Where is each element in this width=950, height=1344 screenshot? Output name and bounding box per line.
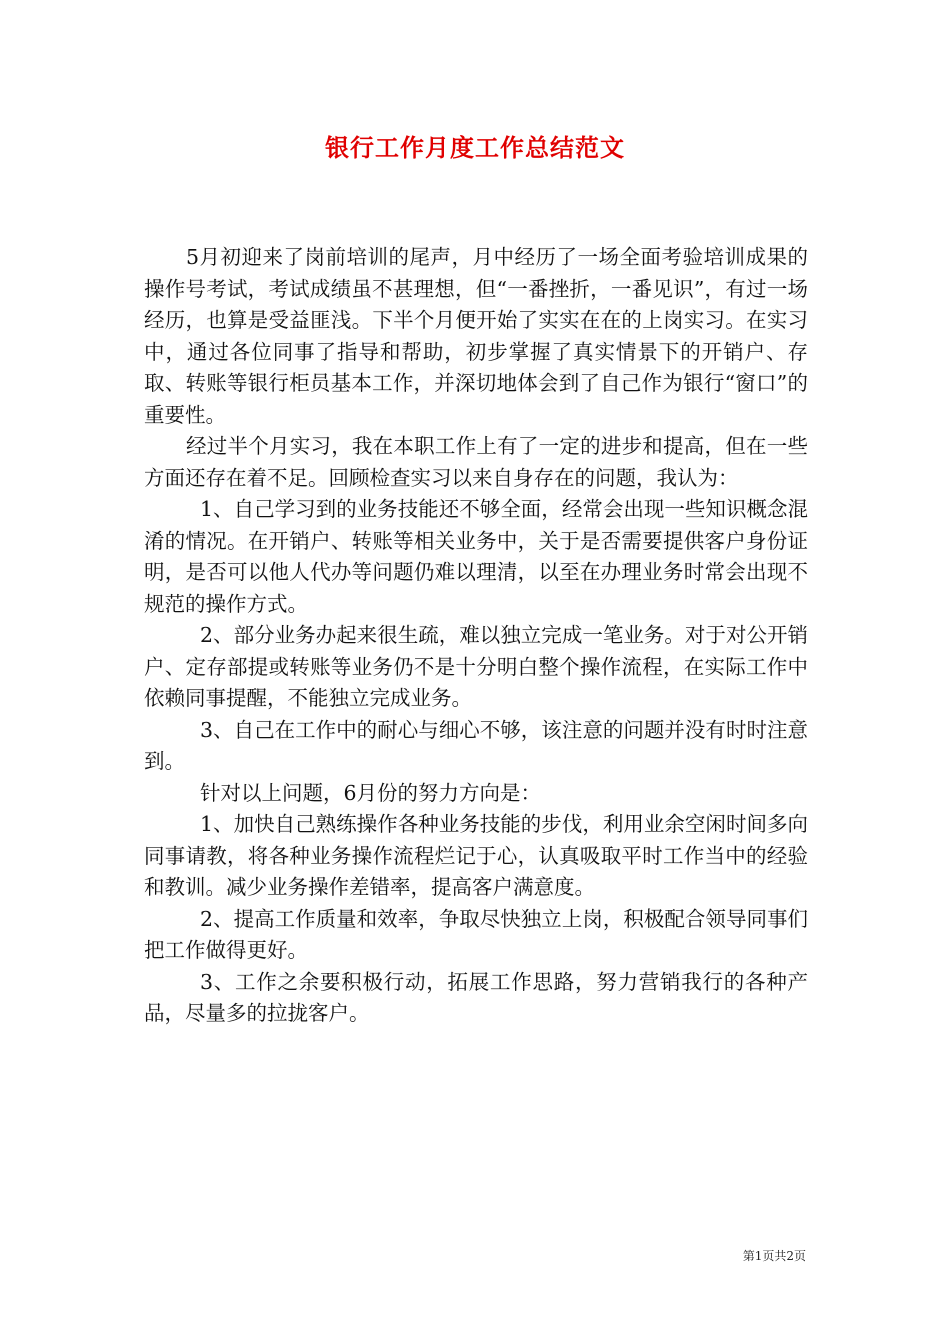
plan-item-1: 1、加快自己熟练操作各种业务技能的步伐，利用业余空闲时间多向同事请教，将各种业务操作流程烂记于心，认真吸取平时工作当中的经验和教训。减少业务操作差错率，提高客户满意度。 [144,812,808,899]
problem-item-2: 2、部分业务办起来很生疏，难以独立完成一笔业务。对于对公开销户、定存部提或转账等业务仍不是十分明白整个操作流程，在实际工作中依赖同事提醒，不能独立完成业务。 [144,623,808,710]
plan-item-2: 2、提高工作质量和效率，争取尽快独立上岗，积极配合领导同事们把工作做得更好。 [144,906,808,962]
problem-item-1: 1、自己学习到的业务技能还不够全面，经常会出现一些知识概念混淆的情况。在开销户、转账等相关业务中，关于是否需要提供客户身份证明，是否可以他人代办等问题仍难以理清，以至在办理业务时常会出现不规范的操作方式。 [144,497,808,616]
paragraph-intro: 5月初迎来了岗前培训的尾声，月中经历了一场全面考验培训成果的操作号考试，考试成绩虽不甚理想，但“一番挫折，一番见识”，有过一场经历，也算是受益匪浅。下半个月便开始了实实在在的上岗实习。在实习中，通过各位同事了指导和帮助，初步掌握了真实情景下的开销户、存取、转账等银行柜员基本工作，并深切地体会到了自己作为银行“窗口”的重要性。 [144,245,808,427]
paragraph-review: 经过半个月实习，我在本职工作上有了一定的进步和提高，但在一些方面还存在着不足。回顾检查实习以来自身存在的问题，我认为： [144,434,808,490]
page-number: 第1页共2页 [742,1249,806,1263]
problem-item-3: 3、自己在工作中的耐心与细心不够，该注意的问题并没有时时注意到。 [144,717,808,773]
plan-item-3: 3、工作之余要积极行动，拓展工作思路，努力营销我行的各种产品，尽量多的拉拢客户。 [144,969,808,1025]
document-body [144,242,808,1030]
plan-intro: 针对以上问题，6月份的努力方向是： [200,780,542,805]
document-title: 银行工作月度工作总结范文 [325,133,625,162]
